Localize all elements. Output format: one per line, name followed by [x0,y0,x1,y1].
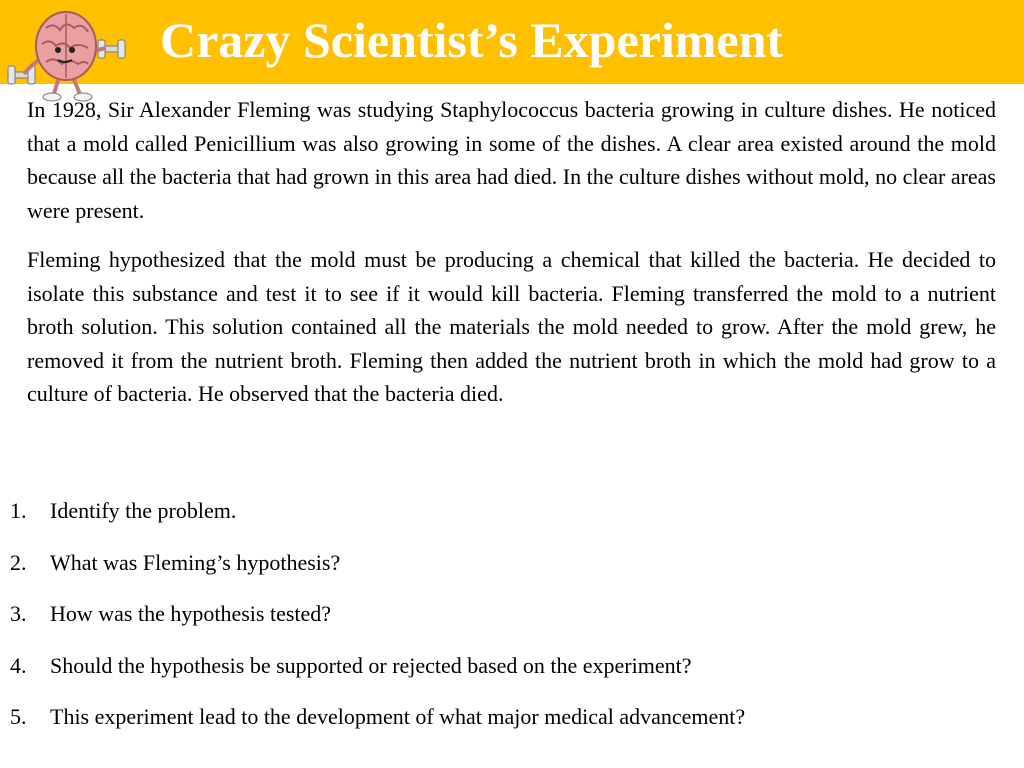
question-text: Should the hypothesis be supported or rejected based on the experiment? [50,652,692,678]
brain-lifting-dumbbells-icon [2,2,132,102]
question-text: How was the hypothesis tested? [50,601,332,626]
question-text: What was Fleming’s hypothesis? [50,549,341,575]
question-number: 1. [10,498,27,523]
list-item [10,649,1000,682]
question-text: Identify the problem. [50,498,237,523]
slide-title: Crazy Scientist’s Experiment [160,12,784,68]
list-item [10,546,1000,579]
question-number: 5. [10,704,27,729]
question-number: 2. [10,549,27,575]
paragraph-discovery: In 1928, Sir Alexander Fleming was studying Staphylococcus bacteria growing in culture dishes. He noticed that a mold called Penicillium was also growing in some of the dishes. A clear area existed around the mold because all the bacteria that had grown in this area had died. In the culture dishes without mold, no clear areas were present. [27,97,996,223]
question-list [10,494,1000,752]
list-item [10,597,1000,630]
question-text: This experiment lead to the development of what major medical advancement? [50,704,746,729]
list-item [10,700,1000,733]
list-item [10,494,1000,527]
question-number: 4. [10,652,27,678]
paragraph-hypothesis: Fleming hypothesized that the mold must be producing a chemical that killed the bacteria. He decided to isolate this substance and test it to see if it would kill bacteria. Fleming transferred the mold to a nutrient broth solution. This solution contained all the materials the mold needed to grow. After the mold grew, he removed it from the nutrient broth. Fleming then added the nutrient broth in which the mold had grow to a culture of bacteria. He observed that the bacteria died. [27,247,996,406]
question-number: 3. [10,601,27,626]
story-text [27,93,996,427]
